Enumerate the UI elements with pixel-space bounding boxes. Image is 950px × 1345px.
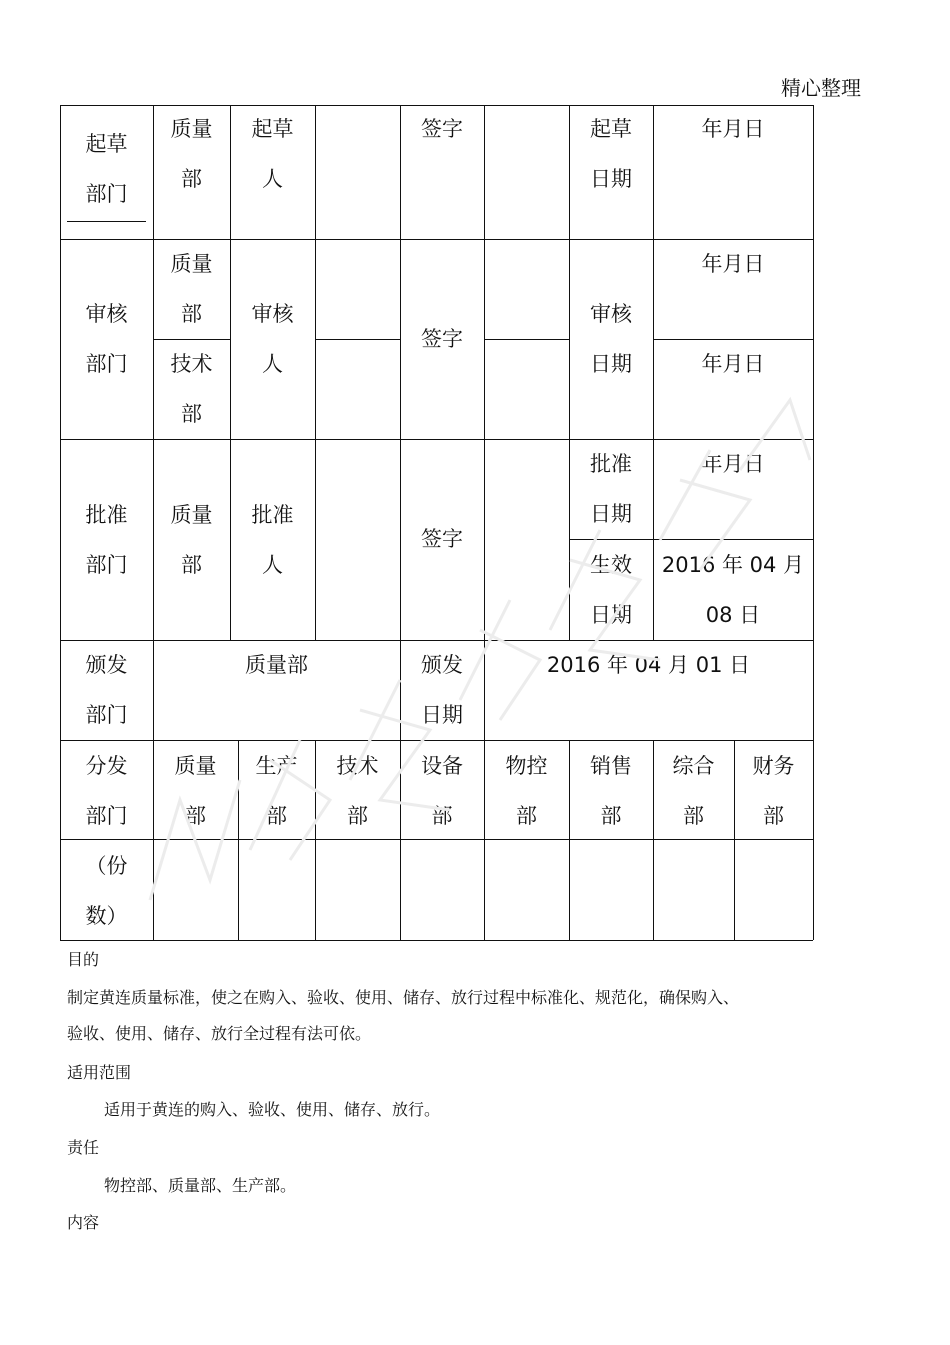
review-date-value-1: 年月日 — [701, 252, 765, 276]
approve-dept-value: 质量 部 — [170, 503, 213, 577]
review-dept-label: 审核 部门 — [85, 302, 128, 376]
draft-date-value: 年月日 — [701, 117, 765, 141]
issue-dept-label: 颁发 部门 — [85, 653, 128, 727]
draft-date-label: 起草 日期 — [590, 117, 632, 191]
effective-date-label: 生效 日期 — [590, 553, 632, 627]
draft-dept-value: 质量 部 — [170, 117, 213, 191]
approve-dept-label: 批准 部门 — [85, 503, 128, 577]
review-date-label: 审核 日期 — [590, 302, 632, 376]
draft-sign-label: 签字 — [421, 117, 463, 141]
table-rule — [813, 105, 814, 940]
purpose-heading: 目的 — [67, 950, 100, 969]
approve-date-label: 批准 日期 — [590, 452, 632, 526]
distribution-label: 分发 部门 — [85, 754, 128, 828]
table-rule — [484, 339, 569, 340]
review-dept-technical: 技术 部 — [170, 352, 213, 426]
distribution-dept-equipment: 设备 部 — [421, 754, 463, 828]
table-rule — [315, 105, 316, 640]
content-heading: 内容 — [67, 1213, 100, 1232]
approve-date-value: 年月日 — [701, 452, 765, 476]
approve-sign-label: 签字 — [421, 527, 463, 551]
review-person-label: 审核 人 — [251, 302, 294, 376]
draft-person-label: 起草 人 — [251, 117, 294, 191]
distribution-dept-finance: 财务 部 — [752, 754, 795, 828]
effective-date-value: 2016 年 04 月 08 日 — [661, 553, 805, 627]
distribution-dept-sales: 销售 部 — [590, 754, 632, 828]
table-rule — [315, 339, 400, 340]
distribution-dept-production: 生产 部 — [255, 754, 298, 828]
scope-heading: 适用范围 — [67, 1063, 132, 1082]
purpose-text-line-2: 验收、使用、储存、放行全过程有法可依。 — [67, 1024, 372, 1043]
distribution-dept-materials: 物控 部 — [505, 754, 548, 828]
scope-text: 适用于黄连的购入、验收、使用、储存、放行。 — [104, 1100, 441, 1119]
draft-dept-label: 起草 部门 — [85, 132, 128, 206]
review-sign-label: 签字 — [421, 327, 463, 351]
underline-rule — [67, 221, 146, 222]
distribution-dept-technical: 技术 部 — [336, 754, 379, 828]
issue-date-value: 2016 年 04 月 01 日 — [546, 653, 751, 677]
responsibility-text: 物控部、质量部、生产部。 — [104, 1176, 297, 1195]
approve-person-label: 批准 人 — [251, 503, 294, 577]
table-rule — [60, 940, 813, 941]
purpose-text-line-1: 制定黄连质量标准，使之在购入、验收、使用、储存、放行过程中标准化、规范化，确保购入、 — [67, 988, 740, 1007]
review-dept-quality: 质量 部 — [170, 252, 213, 326]
review-date-value-2: 年月日 — [701, 352, 765, 376]
issue-date-label: 颁发 日期 — [421, 653, 463, 727]
responsibility-heading: 责任 — [67, 1138, 100, 1157]
distribution-dept-general: 综合 部 — [672, 754, 715, 828]
issue-dept-value: 质量部 — [245, 653, 308, 677]
copies-label: （份 数） — [85, 854, 128, 928]
distribution-dept-quality: 质量 部 — [174, 754, 217, 828]
header-note: 精心整理 — [781, 76, 861, 100]
